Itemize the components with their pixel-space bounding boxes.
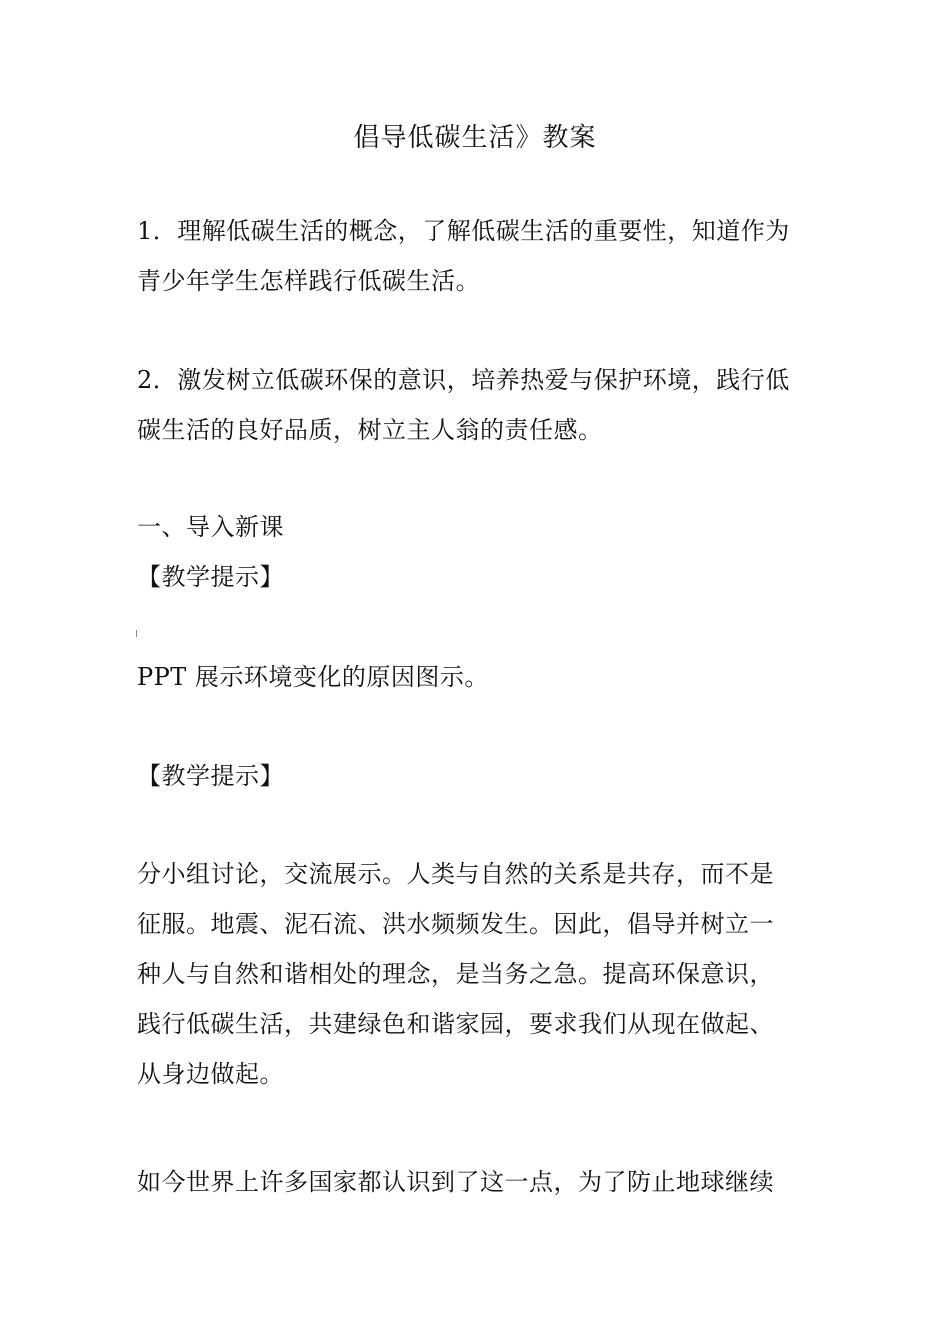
- objective-2-line-2: 碳生活的良好品质，树立主人翁的责任感。: [137, 416, 603, 444]
- document-title: 倡导低碳生活》教案: [353, 123, 597, 153]
- discussion-line-4: 践行低碳生活，共建绿色和谐家园，要求我们从现在做起、: [137, 1010, 774, 1038]
- section-heading: [137, 502, 817, 602]
- objective-1-line-1: 1．理解低碳生活的概念，了解低碳生活的重要性，知道作为: [137, 217, 790, 245]
- world-paragraph: [137, 1157, 817, 1207]
- discussion-line-3: 种人与自然和谐相处的理念，是当务之急。提高环保意识，: [137, 960, 774, 988]
- teaching-tip-1: 【教学提示】: [137, 563, 284, 591]
- discussion-line-2: 征服。地震、泥石流、洪水频频发生。因此，倡导并树立一: [137, 910, 774, 938]
- objective-1: [137, 206, 817, 306]
- world-line-1: 如今世界上许多国家都认识到了这一点，为了防止地球继续: [137, 1168, 774, 1196]
- ppt-line-block: [137, 652, 817, 702]
- objective-1-line-2: 青少年学生怎样践行低碳生活。: [137, 267, 480, 295]
- discussion-line-5: 从身边做起。: [137, 1060, 284, 1088]
- text-cursor-mark: [136, 630, 137, 637]
- ppt-line: PPT 展示环境变化的原因图示。: [137, 663, 489, 691]
- discussion-line-1: 分小组讨论，交流展示。人类与自然的关系是共存，而不是: [137, 860, 774, 888]
- teaching-tip-2: 【教学提示】: [137, 762, 284, 790]
- objective-2: [137, 355, 817, 455]
- teaching-tip-2-block: [137, 751, 817, 801]
- section-heading-text: 一、导入新课: [137, 513, 284, 541]
- objective-2-line-1: 2．激发树立低碳环保的意识，培养热爱与保护环境，践行低: [137, 366, 790, 394]
- discussion-paragraph: [137, 849, 817, 1099]
